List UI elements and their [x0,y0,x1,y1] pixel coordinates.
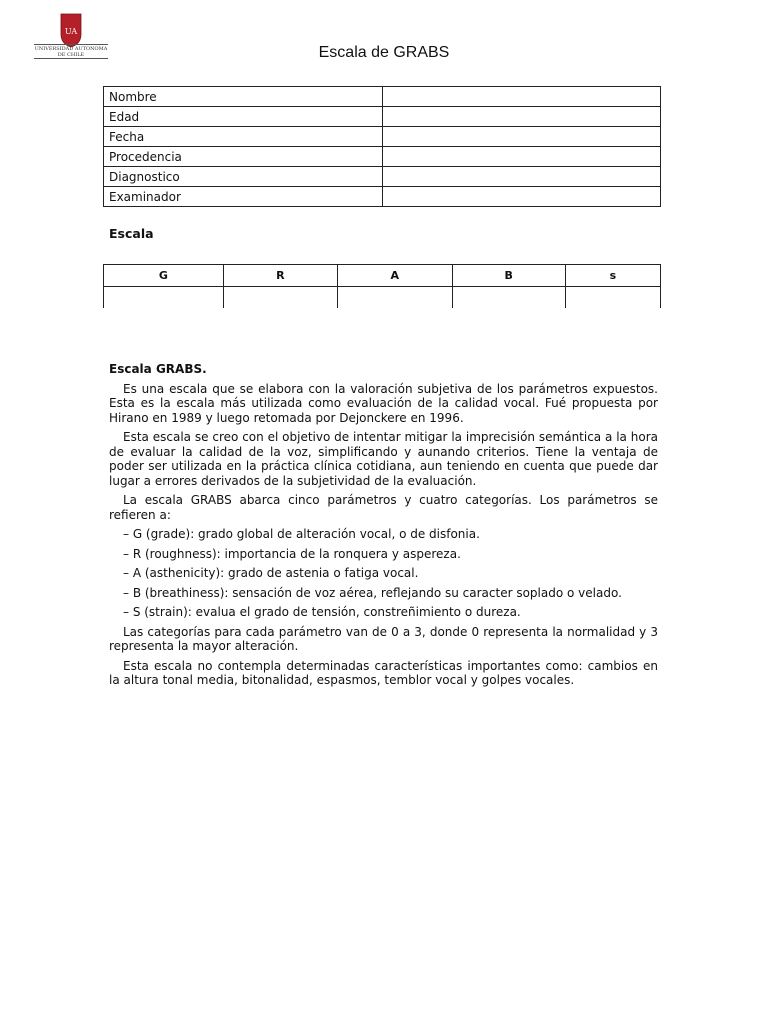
scale-label: Escala [109,226,154,241]
table-row [104,167,661,187]
scale-header-row [104,265,661,287]
scale-cell-r[interactable] [223,287,337,309]
paragraph: Esta escala no contempla determinadas características importantes como: cambios en la altura tonal media, bitonalidad, espasmos, temblor vocal y golpes vocales. [109,658,658,687]
row-label: Fecha [104,127,383,147]
scale-cell-s[interactable] [565,287,660,309]
column-header-b: B [452,265,565,287]
row-label: Procedencia [104,147,383,167]
parameter-item-a: – A (asthenicity): grado de astenia o fatiga vocal. [123,566,419,580]
scale-cell-b[interactable] [452,287,565,309]
logo-letters: UA [64,27,78,36]
row-label: Examinador [104,187,383,207]
scale-value-row [104,287,661,309]
column-header-r: R [223,265,337,287]
row-value-field[interactable] [383,87,661,107]
row-value-field[interactable] [383,167,661,187]
table-row [104,187,661,207]
row-value-field[interactable] [383,147,661,167]
logo-caption-line-2: DE CHILE [34,52,108,59]
parameter-item-b: – B (breathiness): sensación de voz aérea, reflejando su caracter soplado o velado. [123,585,622,600]
table-row [104,87,661,107]
scale-cell-a[interactable] [337,287,452,309]
table-row [104,147,661,167]
section-heading: Escala GRABS. [109,362,207,376]
row-label: Edad [104,107,383,127]
row-value-field[interactable] [383,187,661,207]
row-label: Nombre [104,87,383,107]
paragraph: Las categorías para cada parámetro van de 0 a 3, donde 0 representa la normalidad y 3 representa la mayor alteración. [109,624,658,653]
column-header-s: s [565,265,660,287]
scale-cell-g[interactable] [104,287,224,309]
table-row [104,107,661,127]
logo-caption-line-1: UNIVERSIDAD AUTONOMA [34,46,108,52]
parameter-item-g: – G (grade): grado global de alteración vocal, o de disfonia. [123,527,480,541]
grabs-description [109,362,658,693]
paragraph: La escala GRABS abarca cinco parámetros y cuatro categorías. Los parámetros se refieren a: [109,493,658,522]
row-label: Diagnostico [104,167,383,187]
table-edge-mark [103,303,104,306]
column-header-g: G [104,265,224,287]
parameter-item-r: – R (roughness): importancia de la ronquera y aspereza. [123,546,461,561]
row-value-field[interactable] [383,107,661,127]
column-header-a: A [337,265,452,287]
paragraph: Es una escala que se elabora con la valoración subjetiva de los parámetros expuestos. Esta es la escala más utilizada como evaluación de la calidad vocal. Fué propuesta por Hirano en 1989 y luego retomada por Dejonckere en 1996. [109,381,658,425]
shield-icon [34,12,108,48]
table-row [104,127,661,147]
patient-info-table [103,86,661,207]
paragraph: Esta escala se creo con el objetivo de intentar mitigar la imprecisión semántica a la hora de evaluar la calidad de la voz, simplificando y aunando criterios. Tiene la ventaja de poder ser utilizada en la práctica clínica cotidiana, aun teniendo en cuenta que puede dar lugar a errores derivados de la subjetividad de la evaluación. [109,430,658,488]
page-title: Escala de GRABS [318,44,450,61]
parameter-item-s: – S (strain): evalua el grado de tensión, constreñimiento o dureza. [123,605,521,619]
row-value-field[interactable] [383,127,661,147]
grabs-scale-table [103,264,661,308]
